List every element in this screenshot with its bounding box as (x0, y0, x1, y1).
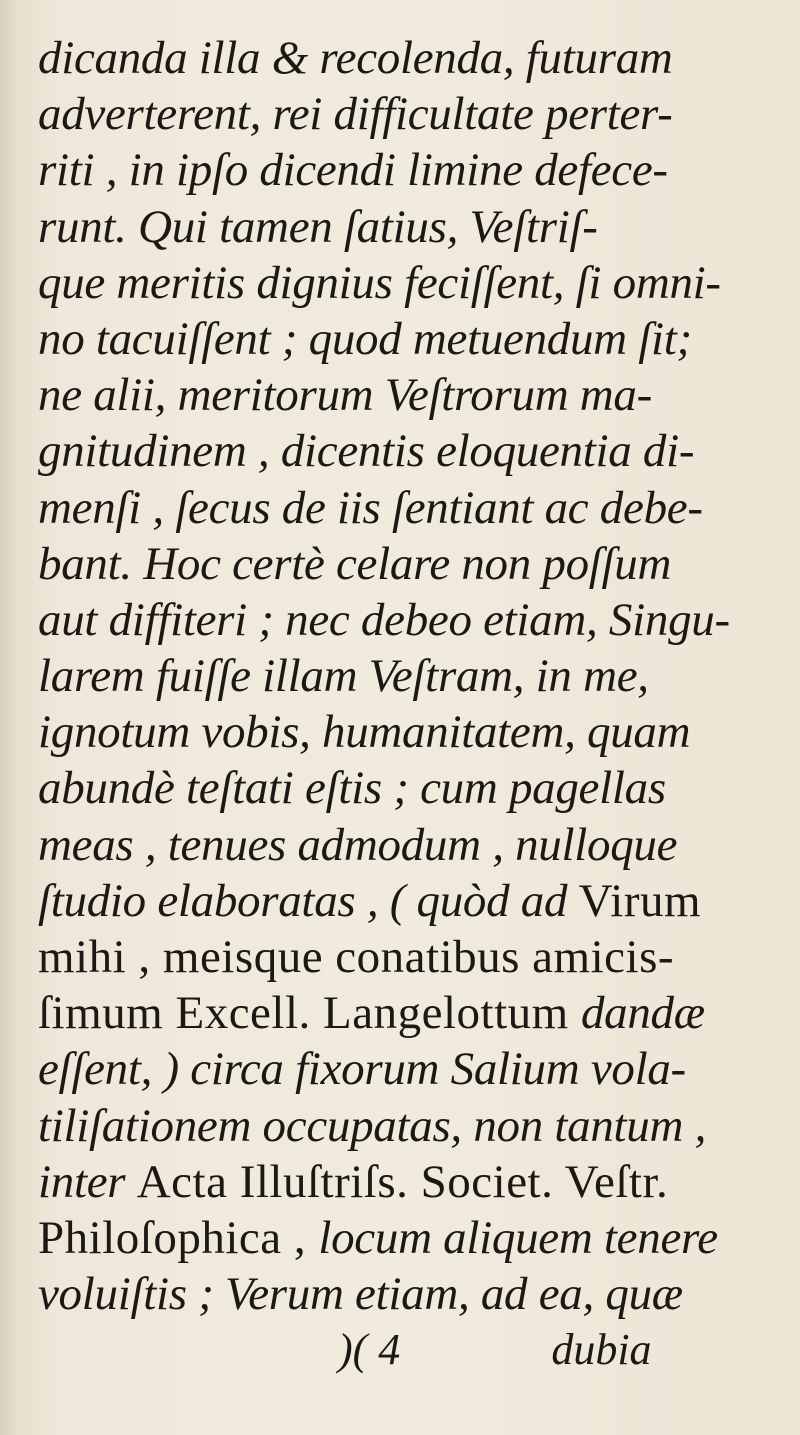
text-line (38, 929, 768, 985)
text-line (38, 760, 768, 816)
text-line (38, 1041, 768, 1097)
text-segment: ſtudio elaboratas , ( quòd ad (38, 874, 579, 927)
text-segment: eſſent, ) circa fixorum Salium vola- (38, 1043, 686, 1096)
text-line (38, 985, 768, 1041)
text-segment: ne alii, meritorum Veſtrorum ma- (38, 369, 652, 422)
text-line (38, 536, 768, 592)
text-segment: que meritis dignius feciſſent, ſi omni- (38, 256, 721, 309)
text-line (38, 86, 768, 142)
text-segment: dandæ (580, 987, 705, 1040)
text-segment: gnitudinem , dicentis eloquentia di- (38, 425, 695, 478)
text-line (38, 704, 768, 760)
text-segment: adverterent, rei difficultate perter- (38, 88, 673, 141)
text-line (38, 480, 768, 536)
text-segment: mihi , meisque conatibus amicis- (38, 931, 675, 983)
text-segment: ignotum vobis, humanitatem, quam (38, 706, 691, 759)
binding-gutter (0, 0, 18, 1435)
page-text (38, 30, 768, 1378)
text-line (38, 1098, 768, 1154)
text-line (38, 30, 768, 86)
text-line (38, 311, 768, 367)
text-line (38, 817, 768, 873)
text-line (38, 367, 768, 423)
text-segment: no tacuiſſent ; quod metuendum ſit; (38, 312, 692, 365)
text-segment: voluiſtis ; Verum etiam, ad ea, quæ (38, 1268, 683, 1321)
text-line (38, 1266, 768, 1322)
text-segment: tiliſationem occupatas, non tantum , (38, 1099, 707, 1152)
text-segment: bant. Hoc certè celare non poſſum (38, 537, 672, 590)
text-segment: riti , in ipſo dicendi limine defece- (38, 144, 668, 197)
text-segment: inter (38, 1155, 137, 1208)
text-line (38, 592, 768, 648)
text-segment: ſimum Excell. Langelottum (38, 987, 581, 1040)
signature-mark: )( 4 (338, 1325, 401, 1375)
text-line (38, 199, 768, 255)
text-segment: runt. Qui tamen ſatius, Veſtriſ- (38, 200, 598, 253)
text-segment: Acta Illuſtriſs. Societ. Veſtr. (136, 1155, 669, 1208)
text-line (38, 1154, 768, 1210)
text-segment: Virum (578, 874, 702, 927)
text-line (38, 873, 768, 929)
text-segment: dicanda illa & recolenda, futuram (38, 32, 673, 84)
text-line (38, 423, 768, 479)
text-line (38, 648, 768, 704)
text-line (38, 1210, 768, 1266)
text-segment: meas , tenues admodum , nulloque (38, 818, 678, 871)
text-segment: Philoſophica , (38, 1211, 319, 1264)
text-segment: abundè teſtati eſtis ; cum pagellas (38, 762, 666, 815)
text-segment: larem fuiſſe illam Veſtram, in me, (38, 650, 649, 703)
catchword: dubia (551, 1325, 652, 1375)
text-lines (38, 30, 768, 1322)
text-line (38, 255, 768, 311)
page-footer (38, 1322, 768, 1378)
text-segment: locum aliquem tenere (318, 1211, 718, 1264)
text-segment: menſi , ſecus de iis ſentiant ac debe- (38, 481, 703, 534)
text-line (38, 142, 768, 198)
text-segment: aut diffiteri ; nec debeo etiam, Singu- (38, 593, 730, 646)
